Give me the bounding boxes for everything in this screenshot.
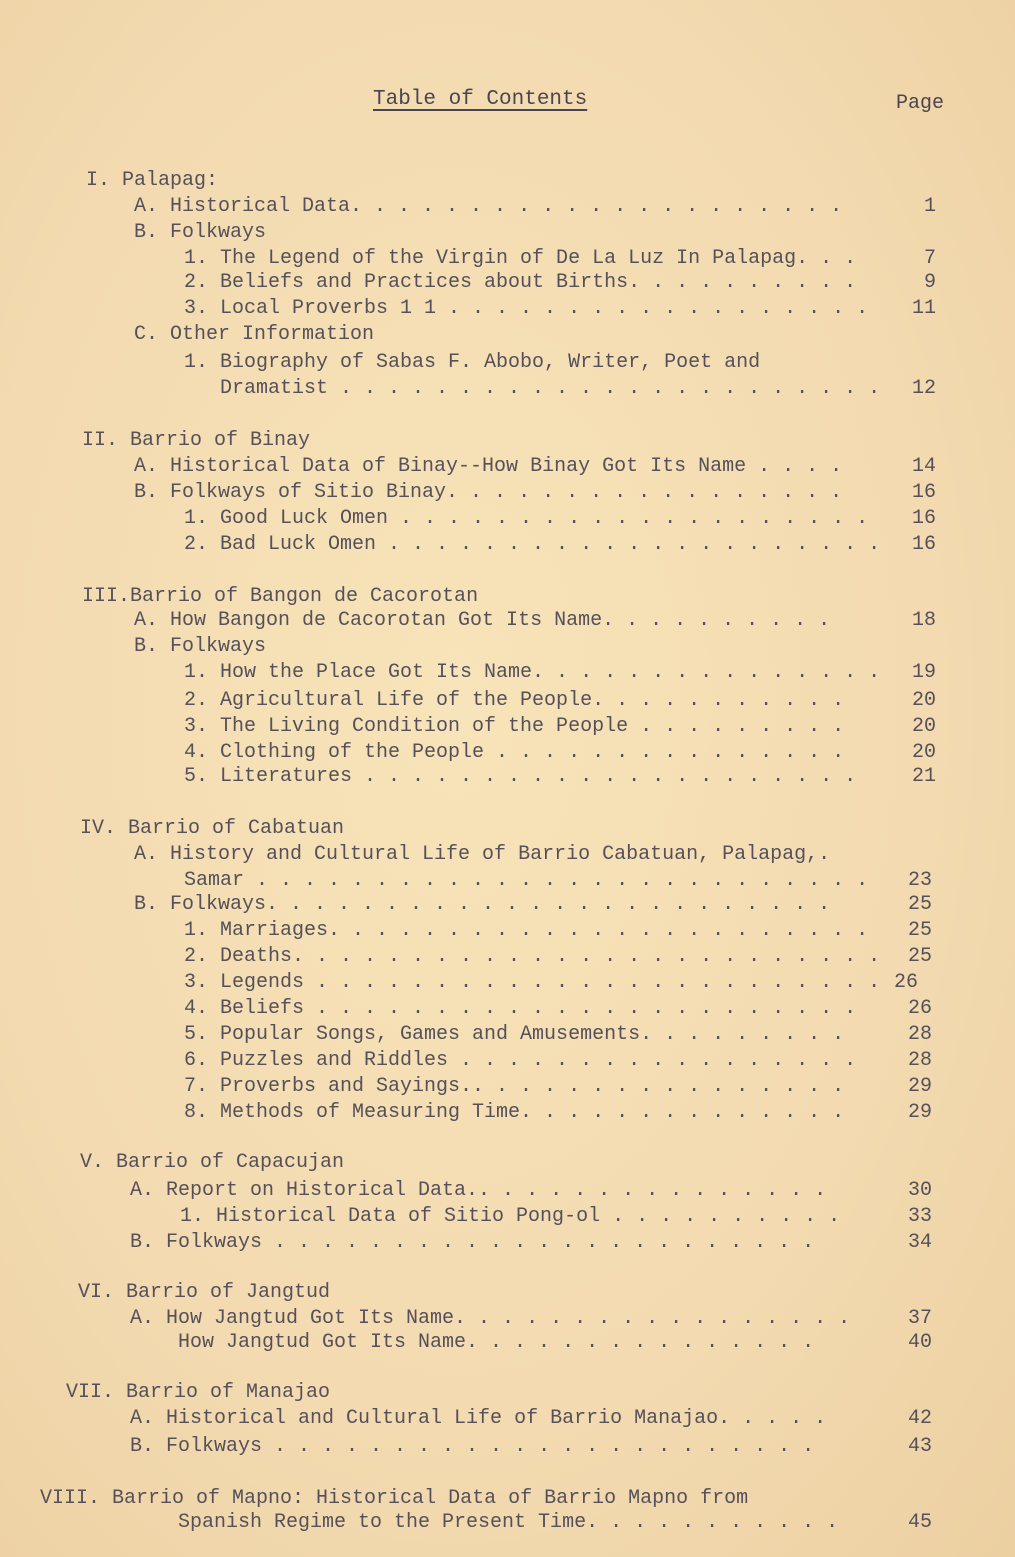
toc-entry: 4. Beliefs . . . . . . . . . . . . . . . . . . . . . . . (184, 997, 857, 1020)
page-title: Table of Contents (373, 88, 588, 111)
toc-entry: 5. Popular Songs, Games and Amusements. . . . . . . . . (184, 1023, 845, 1046)
toc-section-heading: VII. Barrio of Manajao (66, 1381, 331, 1404)
toc-entry: A. How Bangon de Cacorotan Got Its Name. . . . . . . . . . (134, 609, 831, 632)
toc-entry: 6. Puzzles and Riddles . . . . . . . . . . . . . . . . . (184, 1049, 857, 1072)
toc-section-heading: VI. Barrio of Jangtud (78, 1281, 331, 1304)
toc-entry: 2. Deaths. . . . . . . . . . . . . . . . . . . . . . . . . (184, 945, 881, 968)
toc-entry: 1. Biography of Sabas F. Abobo, Writer, Poet and (184, 351, 761, 374)
toc-entry: Spanish Regime to the Present Time. . . . . . . . . . . (178, 1511, 839, 1534)
toc-entry: A. How Jangtud Got Its Name. . . . . . . . . . . . . . . . . (130, 1307, 851, 1330)
toc-entry: A. History and Cultural Life of Barrio Cabatuan, Palapag,. (134, 843, 831, 866)
toc-subheading: B. Folkways (134, 635, 267, 658)
toc-section-heading: IV. Barrio of Cabatuan (80, 817, 345, 840)
toc-page-number: 29 (907, 1075, 932, 1098)
toc-page-number: 14 (911, 455, 936, 478)
toc-page-number: 11 (911, 297, 936, 320)
toc-entry: 1. The Legend of the Virgin of De La Luz In Palapag. . . (184, 247, 857, 270)
toc-page-number: 20 (911, 741, 936, 764)
toc-entry: 4. Clothing of the People . . . . . . . . . . . . . . . (184, 741, 845, 764)
toc-subheading: B. Folkways (134, 221, 267, 244)
toc-page-number: 20 (911, 715, 936, 738)
toc-entry: How Jangtud Got Its Name. . . . . . . . . . . . . . . (178, 1331, 815, 1354)
toc-page-number: 45 (907, 1511, 932, 1534)
toc-entry: 1. Good Luck Omen . . . . . . . . . . . . . . . . . . . . (184, 507, 869, 530)
toc-page-number: 26 (893, 971, 918, 994)
toc-entry: 1. How the Place Got Its Name. . . . . . . . . . . . . . . (184, 661, 881, 684)
toc-entry: 7. Proverbs and Sayings.. . . . . . . . . . . . . . . . (184, 1075, 845, 1098)
toc-page-number: 7 (923, 247, 936, 270)
toc-entry: A. Historical and Cultural Life of Barrio Manajao. . . . . (130, 1407, 827, 1430)
page-column-header: Page (896, 92, 945, 115)
toc-page-number: 9 (923, 271, 936, 294)
toc-page-number: 26 (907, 997, 932, 1020)
toc-page-number: 25 (907, 945, 932, 968)
toc-entry: 3. Local Proverbs 1 1 . . . . . . . . . . . . . . . . . . (184, 297, 869, 320)
toc-entry: B. Folkways . . . . . . . . . . . . . . . . . . . . . . . (130, 1435, 815, 1458)
toc-entry: 3. Legends . . . . . . . . . . . . . . . . . . . . . . . . (184, 971, 881, 994)
toc-entry: B. Folkways. . . . . . . . . . . . . . . . . . . . . . . . (134, 893, 831, 916)
toc-entry: B. Folkways . . . . . . . . . . . . . . . . . . . . . . . (130, 1231, 815, 1254)
toc-page-number: 16 (911, 533, 936, 556)
toc-page-number: 28 (907, 1049, 932, 1072)
toc-page-number: 25 (907, 893, 932, 916)
toc-section-heading: VIII. Barrio of Mapno: Historical Data of Barrio Mapno from (40, 1487, 749, 1510)
toc-page-number: 16 (911, 481, 936, 504)
toc-page-number: 30 (907, 1179, 932, 1202)
toc-page-number: 29 (907, 1101, 932, 1124)
toc-entry: A. Report on Historical Data.. . . . . . . . . . . . . . . (130, 1179, 827, 1202)
toc-page-number: 28 (907, 1023, 932, 1046)
toc-entry: B. Folkways of Sitio Binay. . . . . . . . . . . . . . . . . (134, 481, 843, 504)
toc-page-number: 42 (907, 1407, 932, 1430)
toc-page-number: 1 (923, 195, 936, 218)
toc-section-heading: I. Palapag: (86, 169, 219, 192)
toc-page-number: 18 (911, 609, 936, 632)
toc-page-number: 34 (907, 1231, 932, 1254)
toc-page-number: 19 (911, 661, 936, 684)
toc-entry: Samar . . . . . . . . . . . . . . . . . . . . . . . . . . (184, 869, 869, 892)
toc-entry: 2. Agricultural Life of the People. . . . . . . . . . . (184, 689, 845, 712)
toc-entry: 3. The Living Condition of the People . . . . . . . . . (184, 715, 845, 738)
toc-entry: 1. Historical Data of Sitio Pong-ol . . . . . . . . . . (180, 1205, 841, 1228)
toc-entry: Dramatist . . . . . . . . . . . . . . . . . . . . . . . (220, 377, 881, 400)
toc-page-number: 43 (907, 1435, 932, 1458)
toc-page-number: 21 (911, 765, 936, 788)
toc-section-heading: III.Barrio of Bangon de Cacorotan (82, 585, 479, 608)
toc-section-heading: V. Barrio of Capacujan (80, 1151, 345, 1174)
toc-entry: 2. Bad Luck Omen . . . . . . . . . . . . . . . . . . . . . (184, 533, 881, 556)
toc-page-number: 25 (907, 919, 932, 942)
toc-entry: 2. Beliefs and Practices about Births. . . . . . . . . . (184, 271, 857, 294)
toc-page-number: 40 (907, 1331, 932, 1354)
toc-entry: A. Historical Data. . . . . . . . . . . . . . . . . . . . . (134, 195, 843, 218)
toc-subheading: C. Other Information (134, 323, 375, 346)
toc-page-number: 16 (911, 507, 936, 530)
toc-page-number: 12 (911, 377, 936, 400)
toc-page-number: 23 (907, 869, 932, 892)
toc-page-number: 20 (911, 689, 936, 712)
toc-section-heading: II. Barrio of Binay (82, 429, 311, 452)
toc-entry: 1. Marriages. . . . . . . . . . . . . . . . . . . . . . . (184, 919, 869, 942)
toc-entry: 5. Literatures . . . . . . . . . . . . . . . . . . . . . (184, 765, 857, 788)
toc-page-number: 33 (907, 1205, 932, 1228)
toc-page-number: 37 (907, 1307, 932, 1330)
toc-entry: A. Historical Data of Binay--How Binay Got Its Name . . . . (134, 455, 843, 478)
toc-entry: 8. Methods of Measuring Time. . . . . . . . . . . . . . (184, 1101, 845, 1124)
